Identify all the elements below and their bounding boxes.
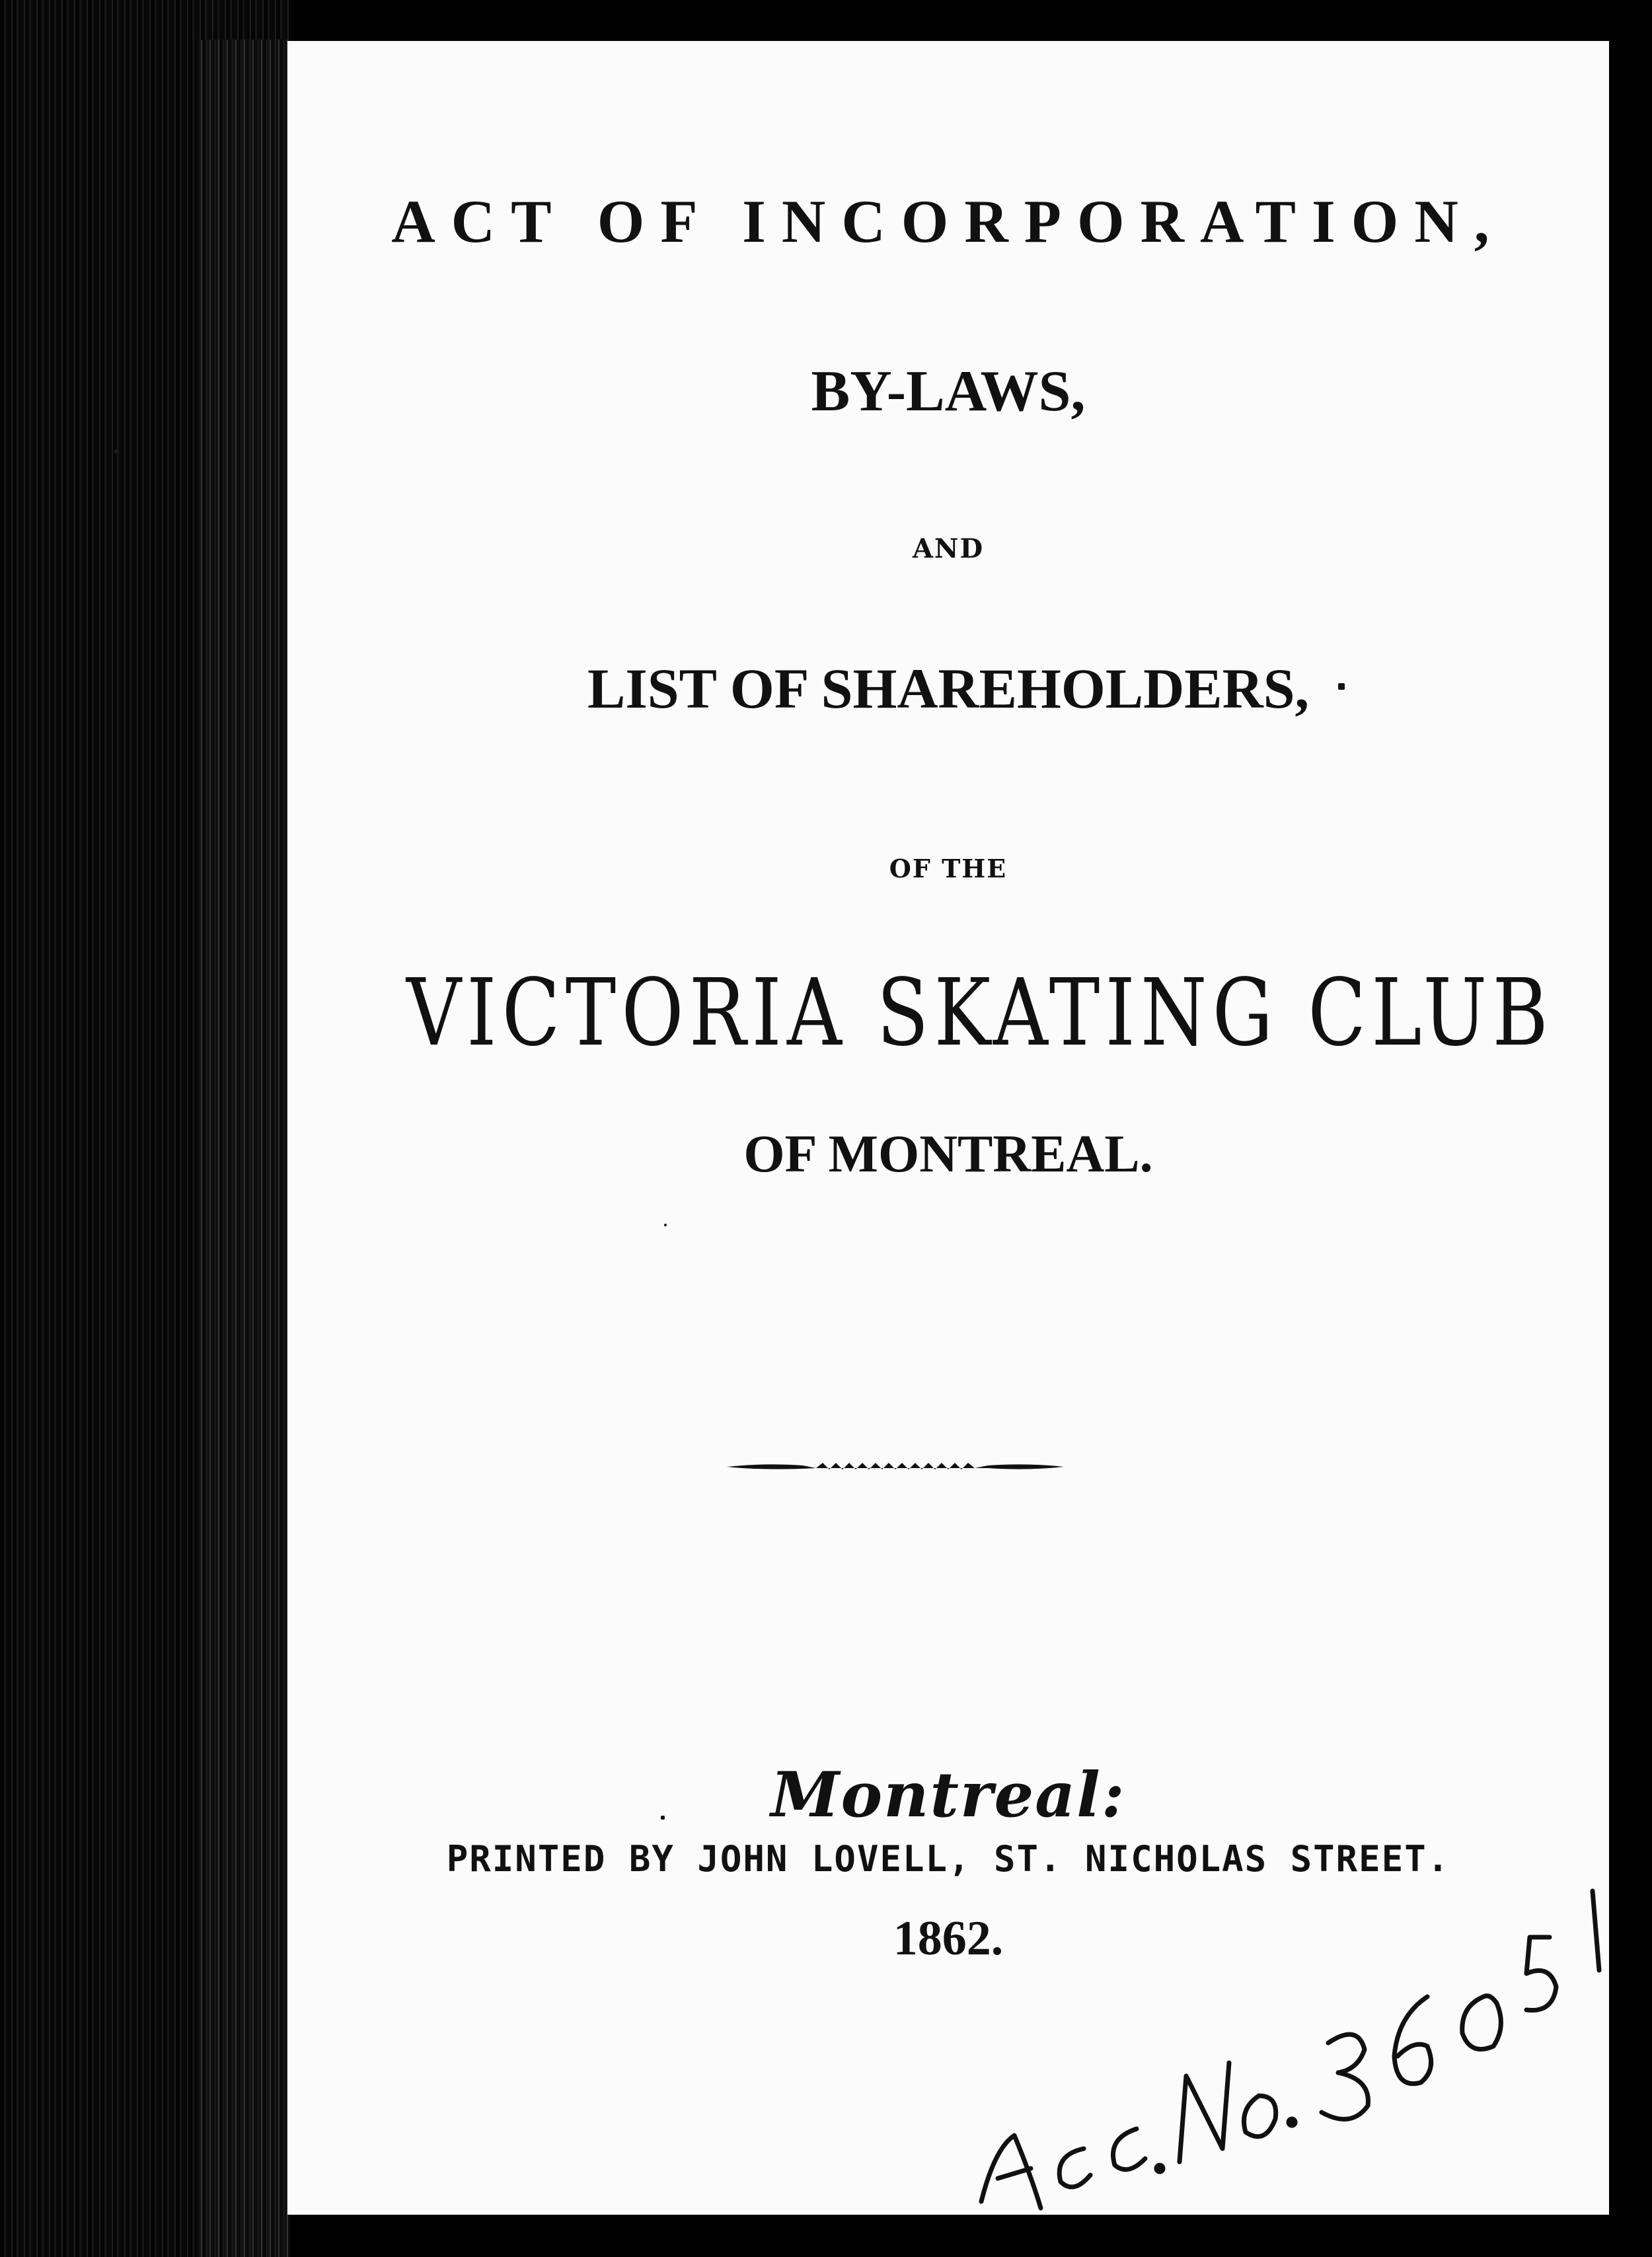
conjunction-and: AND (912, 533, 985, 564)
heading-act-of-incorporation: ACT OF INCORPORATION, (391, 188, 1505, 255)
speck (664, 1224, 667, 1226)
imprint-city: Montreal: (770, 1759, 1126, 1832)
title-page (287, 41, 1609, 2215)
heading-list-of-shareholders: LIST OF SHAREHOLDERS, (587, 657, 1310, 720)
heading-by-laws: BY-LAWS, (811, 359, 1086, 424)
preposition-of-the: OF THE (889, 854, 1008, 883)
spine-edge (198, 40, 291, 2257)
imprint-printer: PRINTED BY JOHN LOVELL, ST. NICHOLAS STREET. (446, 1838, 1450, 1880)
imprint-year: 1862. (893, 1911, 1004, 1966)
club-name: VICTORIA SKATING CLUB (406, 959, 1554, 1067)
club-location: OF MONTREAL. (743, 1125, 1153, 1183)
speck (1338, 683, 1345, 690)
handwritten-accession-number (968, 1779, 1616, 2228)
ornamental-rule (724, 1454, 1067, 1480)
speck (661, 1816, 665, 1820)
